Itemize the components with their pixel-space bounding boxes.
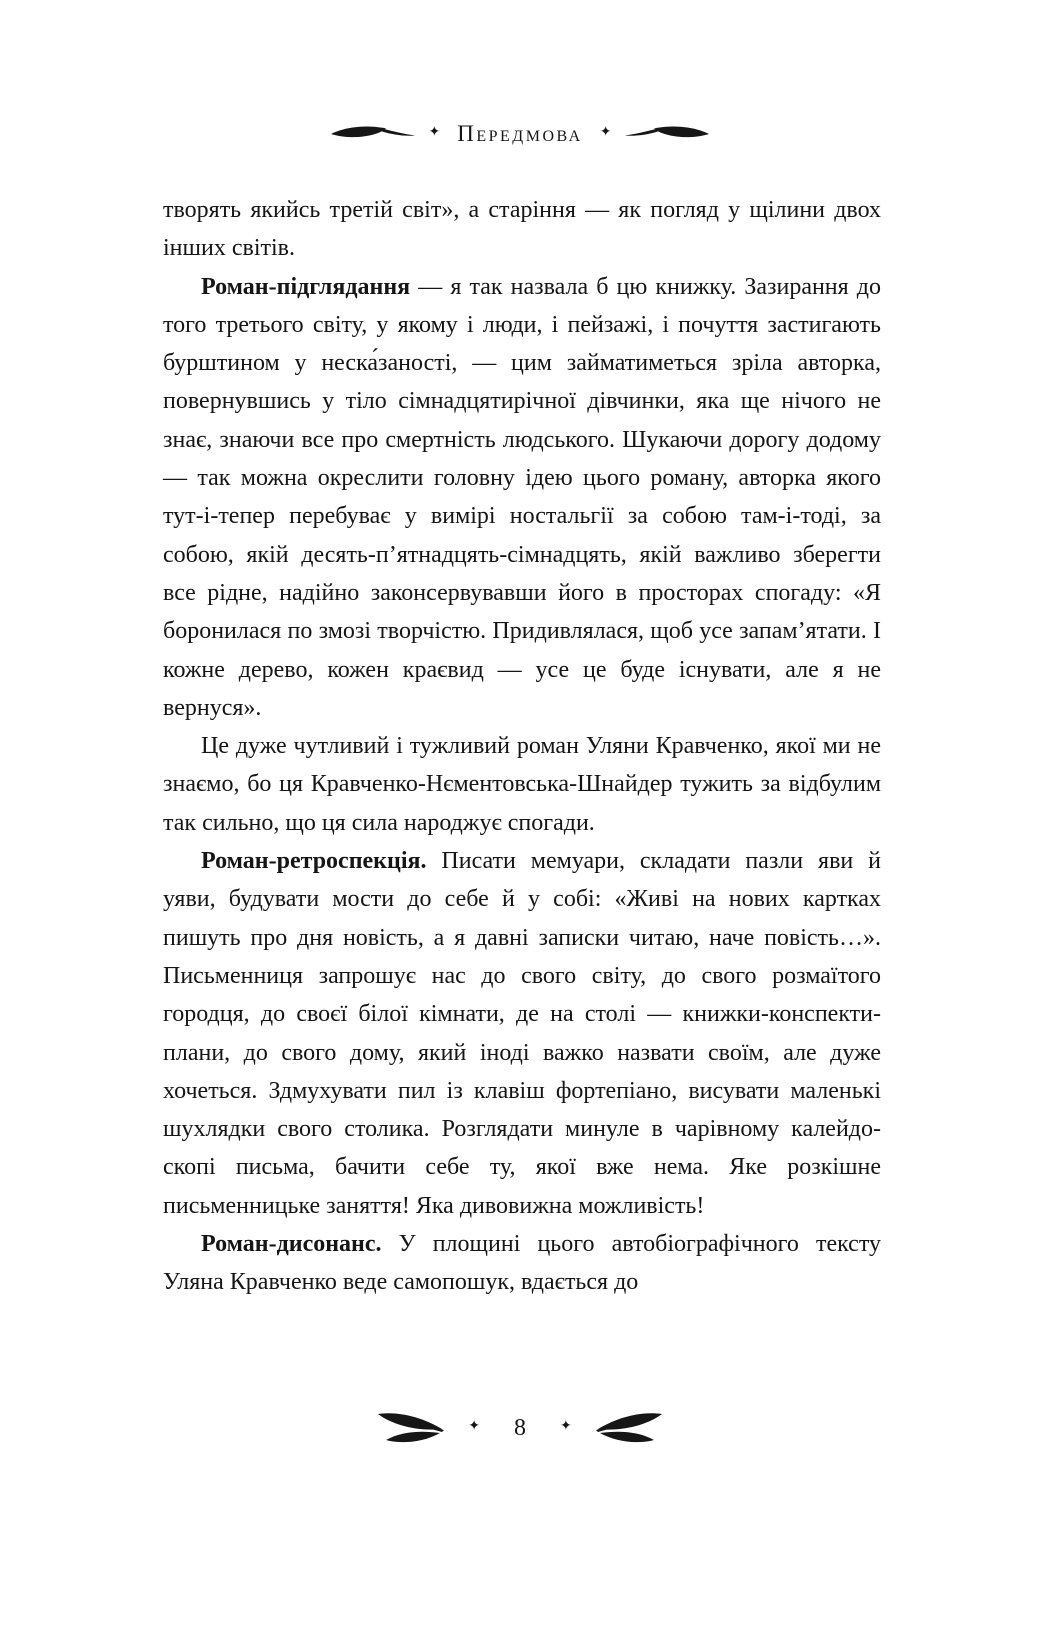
leaf-flourish-left-icon: [330, 124, 416, 144]
wing-flourish-left-icon: [376, 1410, 448, 1446]
page-header: [0, 122, 1040, 145]
paragraph-text: Це дуже чутливий і тужливий роман Уляни Кравченко, якої ми не знаємо, бо ця Кравченко-Нєментовська-Шнайдер тужить за відбулим так сильно, що ця сила народжує спогади.: [163, 733, 881, 836]
paragraph: [163, 727, 881, 842]
paragraph-text: — я так назвала б цю книжку. Зазирання до того третього світу, у якому і люди, і пейзажі, і почуття застигають бурштином у неска́заності, — цим займатиметься зріла авторка, повернувшись у тіло сімнадцятирічної дівчинки, яка ще нічого не знає, знаючи все про смертність людського. Шукаючи дорогу додому — так можна окреслити головну ідею цього роману, авторка якого тут-і-тепер перебуває у вимірі ностальгії за собою там-і-тоді, за собою, якій десять-п’ятнадцять-сімнадцять, якій важливо зберегти все рідне, надійно законсервувавши його в просторах спогаду: «Я боронилася по змозі творчістю. Придивлялася, щоб усе запам’ятати. І кожне дерево, кожен краєвид — усе це буде існувати, але я не вернуся».: [163, 273, 881, 721]
paragraph: [163, 1225, 881, 1302]
page-number: 8: [514, 1415, 526, 1441]
page-footer: [0, 1410, 1040, 1446]
diamond-icon: ✦: [428, 124, 441, 140]
paragraph: [163, 268, 881, 728]
leaf-flourish-right-icon: [624, 124, 710, 144]
diamond-icon: ✦: [599, 124, 612, 140]
paragraph-lead: Роман-дисонанс.: [201, 1231, 382, 1258]
paragraph-text: творять якийсь третій світ», а старіння — як погляд у щілини двох інших світів.: [163, 197, 881, 262]
paragraph-text: У площині цього автобіографічного тексту Уляна Кравченко веде самопошук, вдається до: [163, 1231, 881, 1296]
paragraph-lead: Роман-підглядання: [201, 273, 411, 300]
paragraph: [163, 842, 881, 1225]
paragraph-lead: Роман-ретроспекція.: [201, 848, 427, 875]
body-text: [163, 191, 881, 1302]
paragraph-text: Писати мемуари, складати пазли яви й уяви, будувати мости до себе й у собі: «Живі на нових картках пишуть про дня новість, а я давні записки читаю, наче повість…». Письменниця запрошує нас до свого світу, до свого розмаїтого городця, до своєї білої кімнати, де на столі — книжки-конспекти-плани, до свого дому, який іноді важко назвати своїм, але дуже хочеться. Здмухувати пил із клавіш фортепіано, висувати маленькі шухлядки свого столика. Розглядати минуле в чарівному калейдоскопі письма, бачити себе ту, якої вже нема. Яке розкішне письменницьке заняття! Яка дивовижна можливість!: [163, 848, 881, 1219]
wing-flourish-right-icon: [592, 1410, 664, 1446]
chapter-title: Передмова: [457, 121, 583, 146]
diamond-icon: ✦: [468, 1419, 480, 1434]
diamond-icon: ✦: [560, 1419, 572, 1434]
paragraph: [163, 191, 881, 268]
